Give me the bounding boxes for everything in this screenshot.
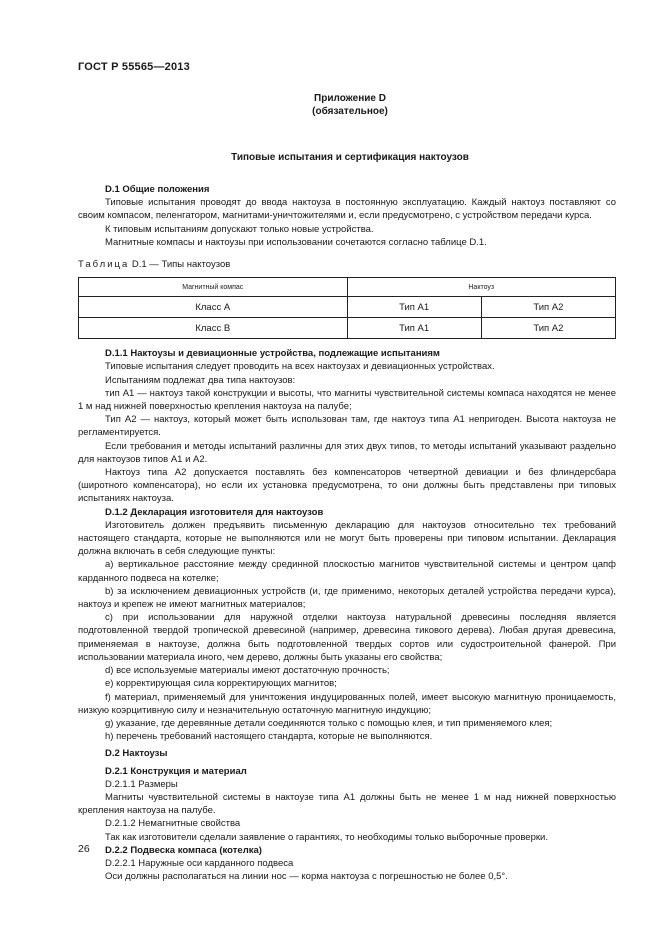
subsection-heading: D.2.2.1 Наружные оси карданного подвеса (105, 857, 294, 869)
paragraph: Оси должны располагаться на линии нос — корма нактоуза с погрешностью не более 0,5°. (105, 871, 508, 883)
list-item: e) корректирующая сила корректирующих магнитов; (105, 678, 337, 690)
subsection-heading: D.2.1.1 Размеры (105, 778, 178, 790)
paragraph: тип А1 — нактоуз такой конструкции и высоты, что магниты чувствительной системы компаса находятся не менее 1 м над нижней поверхностью крепления нактоуза на палубе; (78, 387, 616, 413)
table-row (79, 318, 616, 339)
table-cell: Класс А (79, 297, 348, 318)
subsection-heading: D.2.1.2 Немагнитные свойства (105, 818, 241, 830)
list-item: f) материал, применяемый для уничтожения индуцированных полей, имеет высокую магнитную проницаемость, низкую коэрцитивную силу и незначительную остаточную магнитную индукцию; (78, 691, 616, 716)
table-header-compass: Магнитный компас (79, 278, 348, 297)
table-cell: Тип А2 (481, 297, 615, 318)
table-caption-label: Таблица (78, 259, 130, 271)
table-cell: Тип А2 (481, 318, 615, 339)
table-cell: Тип А1 (347, 297, 481, 318)
paragraph: Если требования и методы испытаний различны для этих двух типов, то методы испытаний указывают раздельно для нактоузов типов А1 и А2. (78, 440, 616, 465)
list-item: b) за исключением девиационных устройств (и, где применимо, некоторых деталей устройства передачи курса), нактоуз и крепеж не имеют магнитных материалов; (78, 585, 616, 611)
list-item: d) все используемые материалы имеют достаточную прочность; (105, 665, 390, 677)
appendix-status: (обязательное) (312, 106, 388, 117)
list-item: а) вертикальное расстояние между срединной плоскостью магнитов чувствительной системы и центром цапф карданного подвеса на котелке; (78, 559, 616, 584)
section-heading: D.2.2 Подвеска компаса (котелка) (105, 844, 262, 856)
paragraph: Типовые испытания следует проводить на всех нактоузах и девиационных устройствах. (105, 361, 495, 373)
paragraph: Так как изготовители сделали заявление о гарантиях, то необходимы только выборочные проверки. (105, 831, 548, 843)
table-cell: Тип А1 (347, 318, 481, 339)
table-caption (78, 258, 616, 271)
table-header-binnacle: Нактоуз (347, 278, 616, 297)
list-item: c) при использовании для наружной отделки нактоуза натуральной древесины последняя является подготовленной твердой тропической древесиной (например, древесина тикового дерева). Любая другая древесина, применяемая в нактоузе, должна быть подготовленной твердых сортов или судостроительной фанерой. При использовании материала иного, чем дерево, должны быть указаны его свойства; (78, 612, 616, 663)
standard-code: ГОСТ Р 55565—2013 (78, 61, 190, 73)
paragraph: Типовые испытания проводят до ввода нактоуза в постоянную эксплуатацию. Каждый нактоуз поставляют со своим компасом, пеленгатором, магнитами-уничтожителями и, если предусмотрено, с устройством передачи курса. (78, 197, 616, 222)
paragraph: Тип А2 — нактоуз, который может быть использован там, где нактоуз типа А1 непригоден. Высота нактоуза не регламентируется. (78, 414, 616, 439)
compass-binnacle-table (78, 277, 616, 339)
spacer (78, 249, 616, 258)
table-header-row (79, 278, 616, 297)
section-heading: D.2.1 Конструкция и материал (105, 765, 247, 777)
table-row (79, 297, 616, 318)
list-item: h) перечень требований настоящего стандарта, которые не выполняются. (105, 731, 433, 743)
body-text (78, 183, 616, 883)
appendix-title: Приложение D (314, 93, 386, 104)
section-heading: D.1.2 Декларация изготовителя для нактоузов (105, 506, 324, 518)
paragraph: Испытаниям подлежат два типа нактоузов: (105, 374, 296, 386)
section-heading: D.2 Нактоузы (105, 748, 168, 760)
page-number: 26 (78, 843, 90, 855)
list-item: g) указание, где деревянные детали соединяются только с помощью клея, и тип применяемого клея; (105, 717, 553, 729)
paragraph: Магниты чувствительной системы в нактоузе типа А1 должны быть не менее 1 м над нижней поверхностью крепления нактоуза на палубе. (78, 791, 616, 817)
paragraph: Нактоуз типа А2 допускается поставлять без компенсаторов четвертной девиации и без флиндерсбара (широтного компенсатора), но если их установка предусмотрена, то они должны быть представлены при типовых испытаниях нактоуза. (78, 467, 616, 505)
table-cell: Класс В (79, 318, 348, 339)
table-caption-text: D.1 — Типы нактоузов (129, 259, 231, 271)
paragraph: Изготовитель должен предъявить письменную декларацию для нактоузов относительно тех требований настоящего стандарта, которые не выполняются или не могут быть проверены при типовом испытании. Декларация должна включать в себя следующие пункты: (78, 519, 616, 558)
section-heading: D.1 Общие положения (105, 184, 210, 195)
paragraph: Магнитные компасы и нактоузы при использовании сочетаются согласно таблице D.1. (105, 236, 487, 248)
paragraph: К типовым испытаниям допускают только новые устройства. (105, 223, 374, 235)
section-heading: D.1.1 Нактоузы и девиационные устройства, подлежащие испытаниям (105, 348, 440, 360)
main-title: Типовые испытания и сертификация нактоузов (231, 152, 469, 163)
